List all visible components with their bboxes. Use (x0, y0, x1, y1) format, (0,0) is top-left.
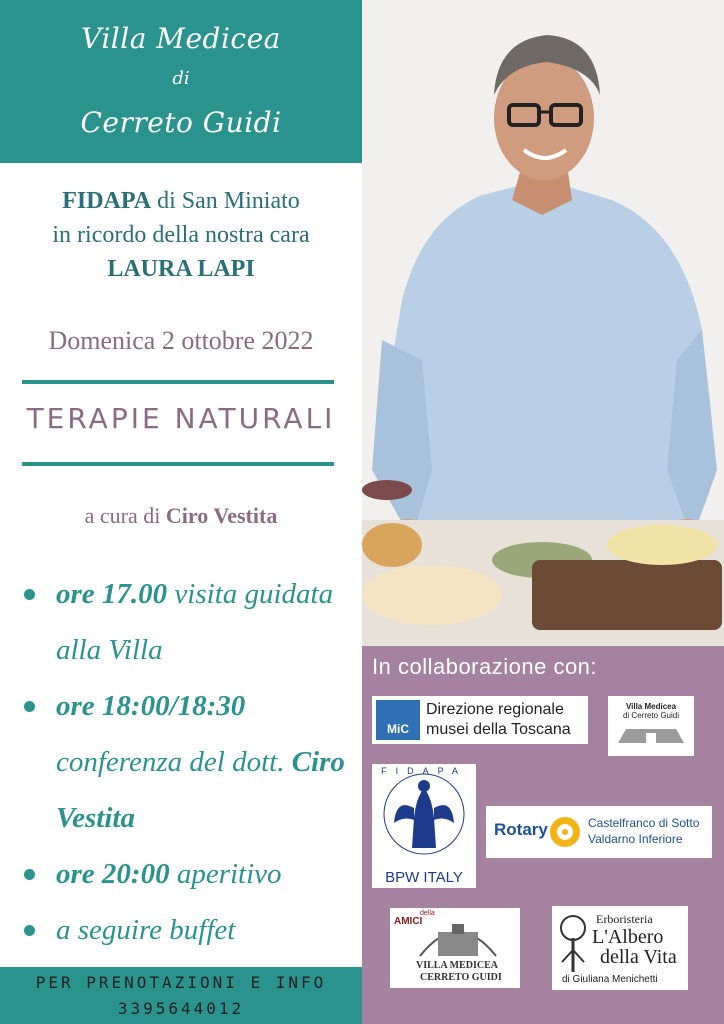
booking-label: PER PRENOTAZIONI E INFO (35, 973, 327, 992)
villa-building-icon (616, 723, 686, 745)
header-di: di (172, 68, 190, 89)
collaboration-title: In collaborazione con: (372, 654, 598, 679)
speaker-name: Ciro Vestita (56, 746, 345, 834)
program-item (24, 566, 354, 678)
program-item (24, 678, 354, 846)
program-time: ore 17.00 (56, 578, 168, 610)
program-list (24, 566, 354, 958)
mic-logo (372, 696, 588, 744)
villa-logo-line2: di Cerreto Guidi (622, 711, 680, 720)
fidapa-angel-icon (376, 768, 472, 860)
villa-logo-line1: Villa Medicea (625, 702, 677, 711)
mic-badge: MiC (376, 700, 420, 740)
amici-line2: CERRETO GUIDI (420, 972, 502, 983)
bullet-icon (24, 701, 35, 712)
program-time: ore 20:00 (56, 858, 170, 890)
amici-line1: VILLA MEDICEA (416, 960, 498, 971)
program-text: aperitivo (169, 858, 282, 890)
fidapa-letters: FIDAPA (381, 766, 467, 776)
program-time: ore 18:00/18:30 (56, 690, 246, 722)
organizer-name: FIDAPA (62, 188, 152, 214)
speaker-photo (362, 0, 724, 646)
amici-small: della (420, 910, 435, 917)
rotary-line2: Valdarno Inferiore (588, 832, 683, 846)
header-banner (0, 0, 362, 163)
rotary-brand: Rotary (494, 820, 548, 839)
program-text: visita guidata alla Villa (56, 578, 334, 666)
honoree-name: LAURA LAPI (107, 256, 255, 282)
event-date: Domenica 2 ottobre 2022 (48, 326, 314, 355)
fidapa-logo (372, 764, 476, 888)
rotary-wheel-icon (548, 815, 582, 849)
header-subtitle: Cerreto Guidi (80, 106, 282, 139)
amici-villa-icon (418, 918, 498, 958)
event-title: TERAPIE NATURALI (26, 402, 336, 435)
booking-footer (0, 967, 362, 1024)
albero-line3: della Vita (600, 946, 677, 968)
albero-line2: L'Albero (592, 926, 664, 948)
rotary-logo (486, 806, 712, 858)
curator-name: Ciro Vestita (165, 503, 278, 528)
albero-vita-logo (552, 906, 688, 990)
tree-icon (556, 914, 590, 974)
speaker-illustration (362, 0, 724, 646)
amici-top: AMICI (394, 916, 423, 927)
divider-bottom (22, 462, 334, 466)
bullet-icon (24, 925, 35, 936)
program-text: a seguire buffet (56, 914, 236, 946)
bullet-icon (24, 589, 35, 600)
mic-line1: Direzione regionale (426, 701, 564, 718)
albero-line4: di Giuliana Menichetti (562, 974, 658, 985)
memorial-line: in ricordo della nostra cara (52, 222, 310, 248)
booking-phone[interactable]: 3395644012 (117, 999, 245, 1018)
fidapa-caption: BPW ITALY (385, 869, 463, 886)
program-text: conferenza del dott. (56, 746, 292, 778)
organizer-city: di San Miniato (151, 188, 300, 214)
albero-line1: Erboristeria (596, 912, 653, 926)
divider-top (22, 380, 334, 384)
mic-line2: musei della Toscana (426, 721, 571, 738)
villa-medicea-logo (608, 696, 694, 756)
program-item (24, 902, 354, 958)
organizer-block (0, 184, 362, 286)
curated-by (0, 503, 362, 529)
curated-prefix: a cura di (84, 503, 166, 528)
bullet-icon (24, 869, 35, 880)
program-item (24, 846, 354, 902)
header-title: Villa Medicea (81, 22, 281, 55)
amici-villa-logo (390, 908, 520, 988)
rotary-line1: Castelfranco di Sotto (588, 816, 700, 830)
